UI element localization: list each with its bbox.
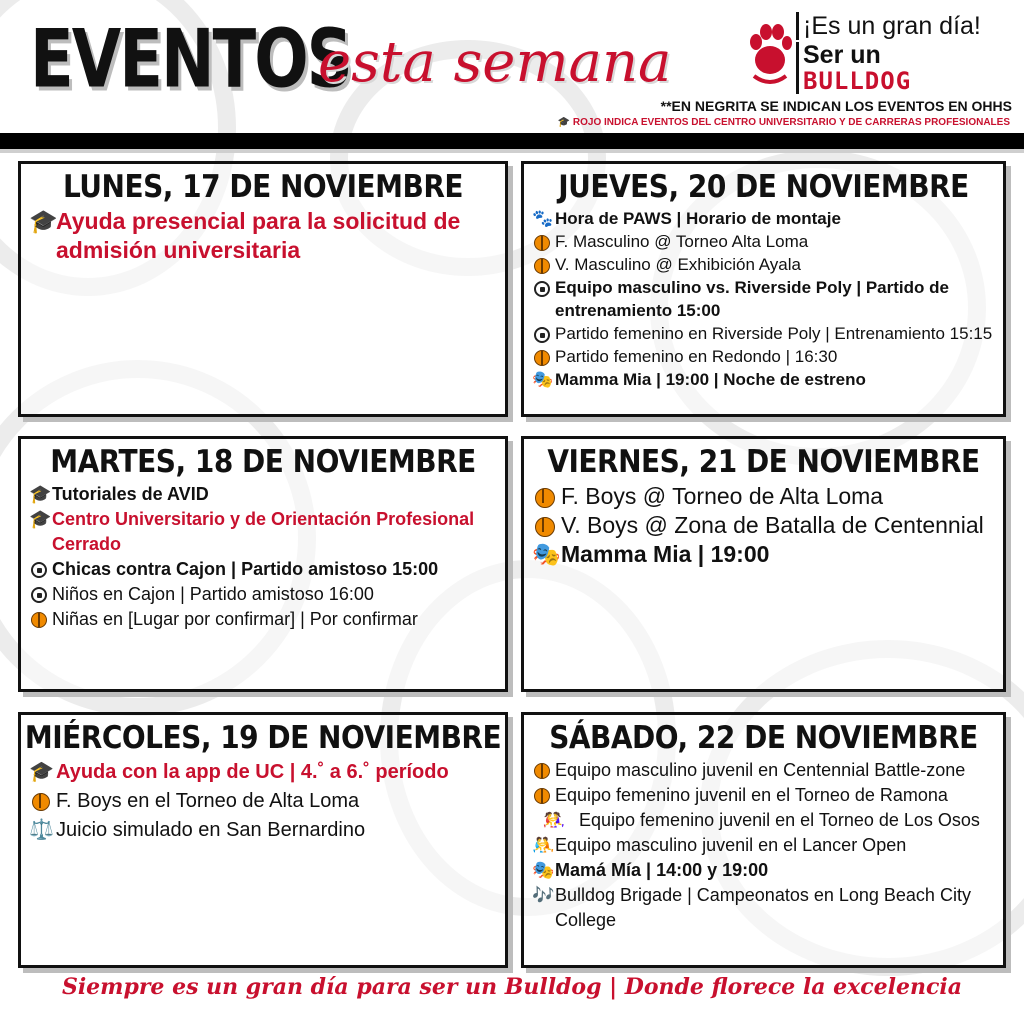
event-list [21,203,505,265]
event-item [532,858,1003,883]
event-text: V. Boys @ Zona de Batalla de Centennial [561,512,984,538]
basketball-icon [534,258,550,274]
event-text: Equipo masculino juvenil en Centennial Battle-zone [555,760,966,780]
event-item [29,507,505,557]
soccer-ball-icon [534,281,550,297]
graduation-cap-icon: 🎓 [29,509,52,529]
bold-legend-note: **EN NEGRITA SE INDICAN LOS EVENTOS EN OHHS [660,98,1012,114]
event-item [29,787,505,816]
scales-icon: ⚖️ [29,819,54,841]
event-text: Equipo femenino juvenil en el Torneo de Los Osos [579,810,980,830]
brand-bulldog: BULLDOG [796,68,911,94]
brand-tagline: ¡Es un gran día! [796,12,981,40]
event-item [532,833,1003,858]
wrestling-icon: 🤼 [532,835,555,855]
day-title: SÁBADO, 22 DE NOVIEMBRE [549,719,978,756]
event-list [524,478,1003,569]
event-text: Equipo masculino vs. Riverside Poly | Partido de entrenamiento 15:00 [555,278,949,320]
event-text: Mamá Mía | 14:00 y 19:00 [555,860,769,880]
event-item [532,368,1003,391]
event-text: F. Boys @ Torneo de Alta Loma [561,483,884,509]
day-card-jueves [521,161,1006,417]
event-item [29,816,505,845]
red-legend-note: 🎓 ROJO INDICA EVENTOS DEL CENTRO UNIVERSITARIO Y DE CARRERAS PROFESIONALES [557,117,1010,128]
event-text: Partido femenino en Redondo | 16:30 [555,347,838,366]
event-text: Bulldog Brigade | Campeonatos en Long Beach City College [555,885,971,930]
event-item [29,758,505,787]
basketball-icon [534,235,550,251]
day-card-lunes [18,161,508,417]
page-title: EVENTOS [30,14,351,107]
music-notes-icon: 🎶 [532,885,555,905]
paw-icon: 🐾 [532,209,554,228]
soccer-ball-icon [31,587,47,603]
event-text: F. Masculino @ Torneo Alta Loma [555,232,809,251]
event-text: Equipo masculino juvenil en el Lancer Open [555,835,907,855]
event-text: Mamma Mia | 19:00 | Noche de estreno [555,370,866,389]
event-text: Partido femenino en Riverside Poly | Entrenamiento 15:15 [555,324,993,343]
event-list [524,203,1003,391]
event-item [532,883,1003,933]
day-title: MARTES, 18 DE NOVIEMBRE [50,443,476,480]
basketball-icon [535,488,555,508]
event-text: Ayuda presencial para la solicitud de admisión universitaria [56,208,461,263]
event-list [21,754,505,845]
basketball-icon [534,763,550,779]
event-text: Centro Universitario y de Orientación Profesional Cerrado [52,509,475,554]
event-text: Juicio simulado en San Bernardino [56,819,366,841]
footer-slogan: Siempre es un gran día para ser un Bulldog | Donde florece la excelencia [61,974,963,1000]
event-item [532,345,1003,368]
theater-masks-icon: 🎭 [532,860,555,880]
event-item [532,783,1003,808]
theater-masks-icon: 🎭 [532,370,554,389]
basketball-icon [31,612,47,628]
basketball-icon [32,793,50,811]
event-item [29,607,505,632]
event-item [532,758,1003,783]
event-item [532,276,1003,322]
basketball-icon [534,350,550,366]
event-item [532,511,1003,540]
event-text: F. Boys en el Torneo de Alta Loma [56,790,360,812]
day-card-viernes [521,436,1006,692]
header-divider [0,133,1024,149]
day-title: VIERNES, 21 DE NOVIEMBRE [547,443,980,480]
basketball-icon [535,517,555,537]
event-text: Ayuda con la app de UC | 4.˚ a 6.˚ período [56,761,449,783]
event-text: Mamma Mia | 19:00 [561,541,770,567]
graduation-cap-icon: 🎓 [29,761,54,783]
event-item [29,557,505,582]
event-text: Tutoriales de AVID [52,484,209,504]
event-text: Hora de PAWS | Horario de montaje [555,209,841,228]
event-item [532,207,1003,230]
graduation-cap-icon: 🎓 [29,208,58,234]
soccer-ball-icon [534,327,550,343]
event-item [532,322,1003,345]
day-card-miercoles [18,712,508,968]
brand-logo [748,10,988,94]
event-text: Equipo femenino juvenil en el Torneo de Ramona [555,785,948,805]
soccer-ball-icon [31,562,47,578]
event-item [532,253,1003,276]
page-subtitle: esta semana [318,30,672,95]
wrestling-female-icon: 🤼‍♀️ [542,810,566,830]
event-text: Niños en Cajon | Partido amistoso 16:00 [52,584,374,604]
day-card-sabado [521,712,1006,968]
day-title: MIÉRCOLES, 19 DE NOVIEMBRE [24,719,502,756]
event-item [29,207,505,265]
graduation-cap-icon: 🎓 [29,484,52,504]
event-item [532,482,1003,511]
brand-ser: Ser un [796,42,881,68]
day-title: JUEVES, 20 DE NOVIEMBRE [558,168,969,205]
day-title: LUNES, 17 DE NOVIEMBRE [62,168,464,205]
event-item [532,230,1003,253]
event-item [29,582,505,607]
event-text: V. Masculino @ Exhibición Ayala [555,255,801,274]
event-text: Chicas contra Cajon | Partido amistoso 15:00 [52,559,439,579]
event-item [532,808,1003,833]
event-list [524,754,1003,933]
event-text: Niñas en [Lugar por confirmar] | Por confirmar [52,609,418,629]
event-item [532,540,1003,569]
event-list [21,478,505,632]
theater-masks-icon: 🎭 [532,541,561,567]
event-item [29,482,505,507]
bulldog-paw-icon [748,16,792,86]
basketball-icon [534,788,550,804]
day-card-martes [18,436,508,692]
